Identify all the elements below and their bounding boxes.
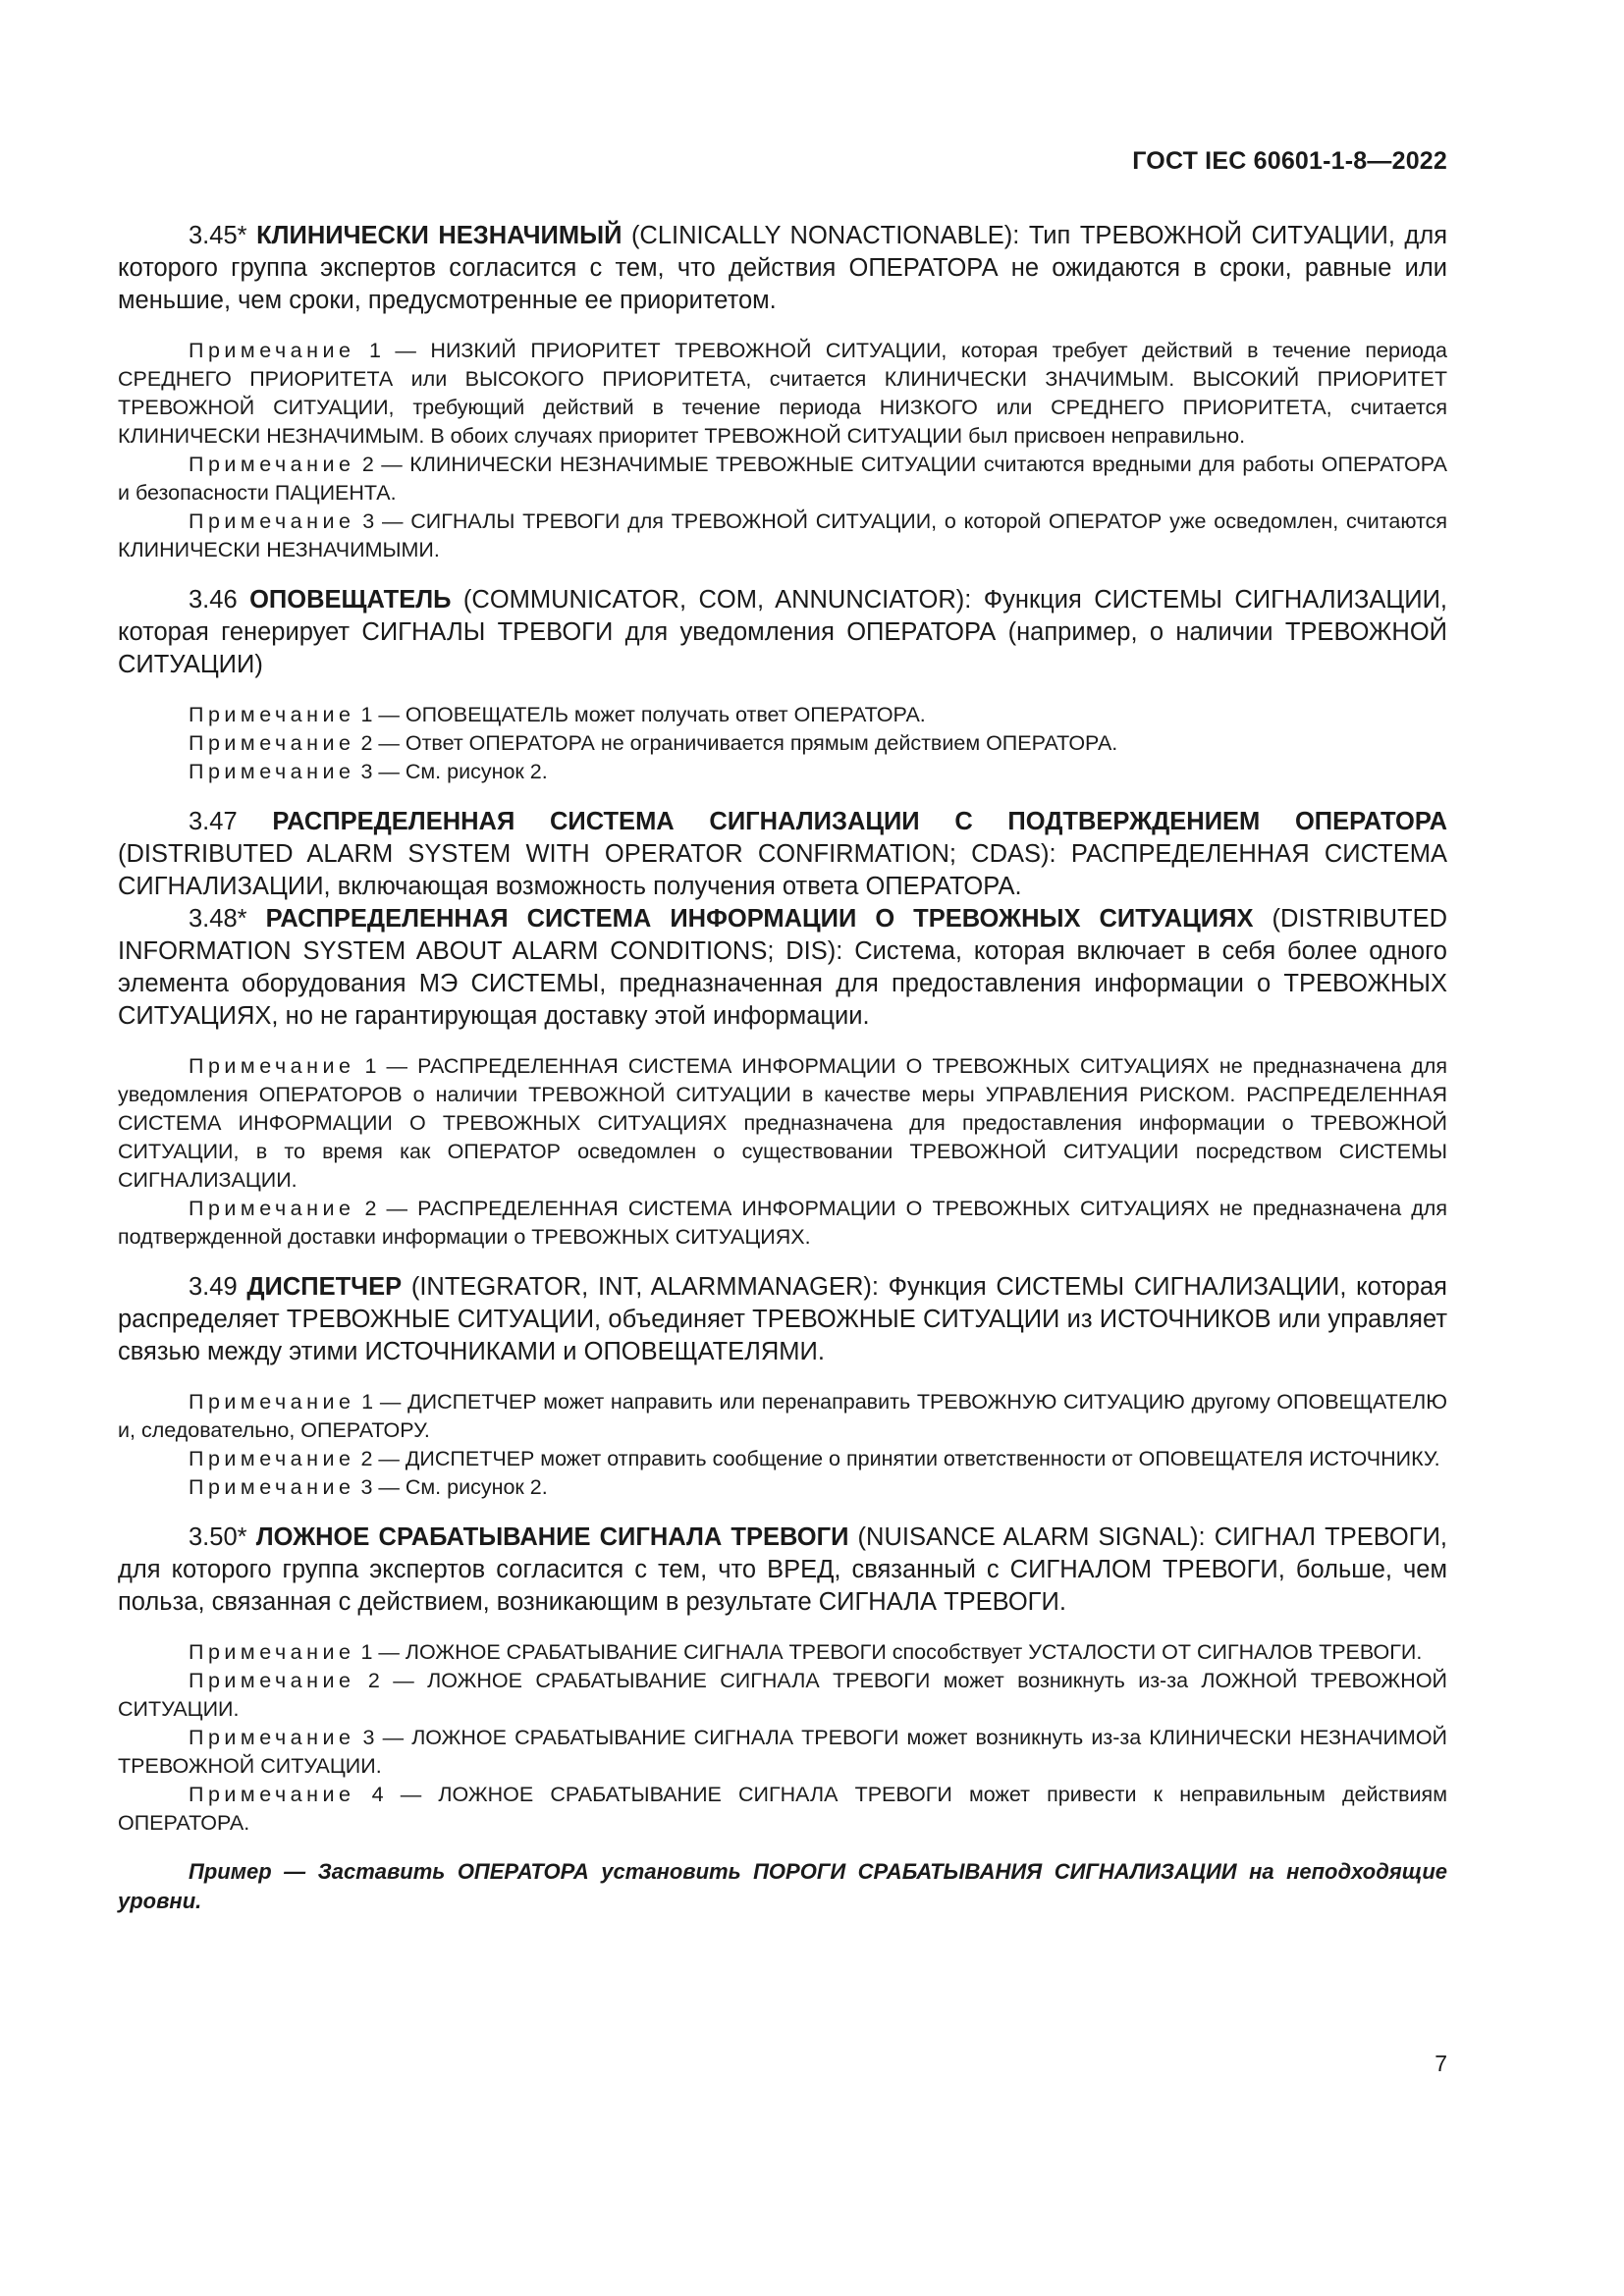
- note-text: См. рисунок 2.: [405, 1475, 548, 1499]
- note-text: ЛОЖНОЕ СРАБАТЫВАНИЕ СИГНАЛА ТРЕВОГИ способствует УСТАЛОСТИ ОТ СИГНАЛОВ ТРЕВОГИ.: [405, 1640, 1423, 1664]
- note-text: ЛОЖНОЕ СРАБАТЫВАНИЕ СИГНАЛА ТРЕВОГИ может возникнуть из-за ЛОЖНОЙ ТРЕВОЖНОЙ СИТУАЦИИ.: [118, 1669, 1447, 1721]
- page-number: 7: [1435, 2051, 1447, 2076]
- note-word: Примечание: [189, 760, 355, 783]
- note: [118, 758, 1447, 786]
- term-title: РАСПРЕДЕЛЕННАЯ СИСТЕМА СИГНАЛИЗАЦИИ С ПОДТВЕРЖДЕНИЕМ ОПЕРАТОРА: [272, 808, 1448, 835]
- note-text: См. рисунок 2.: [405, 760, 548, 783]
- note: [118, 1724, 1447, 1781]
- note-label: 1 —: [368, 339, 416, 362]
- note-word: Примечание: [189, 731, 355, 755]
- page-content: [118, 220, 1447, 1916]
- note-word: Примечание: [189, 1783, 355, 1806]
- term-number: 3.50*: [189, 1523, 247, 1551]
- note-word: Примечание: [189, 1640, 355, 1664]
- note-label: 2 —: [360, 731, 400, 755]
- note-label: 2 —: [360, 1447, 400, 1470]
- note-word: Примечание: [189, 1054, 355, 1078]
- note-text: НИЗКИЙ ПРИОРИТЕТ ТРЕВОЖНОЙ СИТУАЦИИ, которая требует действий в течение периода СРЕДНЕГО ПРИОРИТЕТА или ВЫСОКОГО ПРИОРИТЕТА, считается КЛИНИЧЕСКИ ЗНАЧИМЫМ. ВЫСОКИЙ ПРИОРИТЕТ ТРЕВОЖНОЙ СИТУАЦИИ, требующий действий в течение периода НИЗКОГО или СРЕДНЕГО ПРИОРИТЕТА, считается КЛИНИЧЕСКИ НЕЗНАЧИМЫМ. В обоих случаях приоритет ТРЕВОЖНОЙ СИТУАЦИИ был присвоен неправильно.: [118, 339, 1447, 448]
- term-title: РАСПРЕДЕЛЕННАЯ СИСТЕМА ИНФОРМАЦИИ О ТРЕВОЖНЫХ СИТУАЦИЯХ: [265, 905, 1254, 933]
- note-label: 1 —: [360, 703, 400, 726]
- note-word: Примечание: [189, 703, 355, 726]
- note: [118, 1638, 1447, 1667]
- note-word: Примечание: [189, 1669, 355, 1692]
- note-label: 3 —: [360, 1475, 400, 1499]
- term-entry-3-47: [118, 806, 1447, 903]
- note-label: 3 —: [362, 1726, 405, 1749]
- notes-3-46: [118, 701, 1447, 786]
- note-text: ЛОЖНОЕ СРАБАТЫВАНИЕ СИГНАЛА ТРЕВОГИ может возникнуть из-за КЛИНИЧЕСКИ НЕЗНАЧИМОЙ ТРЕВОЖНОЙ СИТУАЦИИ.: [118, 1726, 1448, 1778]
- note: [118, 701, 1447, 729]
- note-word: Примечание: [189, 1726, 355, 1749]
- term-title: ДИСПЕТЧЕР: [246, 1273, 403, 1301]
- note-text: КЛИНИЧЕСКИ НЕЗНАЧИМЫЕ ТРЕВОЖНЫЕ СИТУАЦИИ считаются вредными для работы ОПЕРАТОРА и безопасности ПАЦИЕНТА.: [118, 453, 1447, 505]
- note: [118, 507, 1447, 564]
- term-definition: (DISTRIBUTED ALARM SYSTEM WITH OPERATOR CONFIRMATION; CDAS): РАСПРЕДЕЛЕННАЯ СИСТЕМА СИГНАЛИЗАЦИИ, включающая возможность получения ответа ОПЕРАТОРА.: [118, 840, 1447, 900]
- note-label: 4 —: [371, 1783, 422, 1806]
- note: [118, 1195, 1447, 1252]
- term-definition: (NUISANCE ALARM SIGNAL): СИГНАЛ ТРЕВОГИ, для которого группа экспертов согласится с тем, что ВРЕД, связанный с СИГНАЛОМ ТРЕВОГИ, больше, чем польза, связанная с действием, возникающим в результате СИГНАЛА ТРЕВОГИ.: [118, 1523, 1447, 1616]
- note: [118, 1052, 1447, 1195]
- note-word: Примечание: [189, 1390, 355, 1414]
- term-title: КЛИНИЧЕСКИ НЕЗНАЧИМЫЙ: [256, 222, 623, 249]
- term-entry-3-50: [118, 1522, 1447, 1619]
- term-entry-3-45: [118, 220, 1447, 317]
- note: [118, 451, 1447, 507]
- note-word: Примечание: [189, 1475, 355, 1499]
- note: [118, 1388, 1447, 1445]
- note-text: РАСПРЕДЕЛЕННАЯ СИСТЕМА ИНФОРМАЦИИ О ТРЕВОЖНЫХ СИТУАЦИЯХ не предназначена для подтвержденной доставки информации о ТРЕВОЖНЫХ СИТУАЦИЯХ.: [118, 1197, 1447, 1249]
- note: [118, 1667, 1447, 1724]
- document-id-header: ГОСТ IEC 60601-1-8—2022: [1132, 147, 1447, 175]
- notes-3-45: [118, 337, 1447, 564]
- term-title: ЛОЖНОЕ СРАБАТЫВАНИЕ СИГНАЛА ТРЕВОГИ: [255, 1523, 849, 1551]
- note-text: Ответ ОПЕРАТОРА не ограничивается прямым действием ОПЕРАТОРА.: [405, 731, 1118, 755]
- note-label: 3 —: [362, 509, 404, 533]
- term-definition: (INTEGRATOR, INT, ALARMMANAGER): Функция СИСТЕМЫ СИГНАЛИЗАЦИИ, которая распределяет ТРЕВОЖНЫЕ СИТУАЦИИ, объединяет ТРЕВОЖНЫЕ СИТУАЦИИ из ИСТОЧНИКОВ или управляет связью между этими ИСТОЧНИКАМИ и ОПОВЕЩАТЕЛЯМИ.: [118, 1273, 1447, 1365]
- note-label: 2 —: [364, 1197, 408, 1220]
- term-entry-3-46: [118, 584, 1447, 681]
- note: [118, 729, 1447, 758]
- note-label: 1 —: [361, 1390, 402, 1414]
- note-label: 1 —: [364, 1054, 408, 1078]
- note-word: Примечание: [189, 339, 355, 362]
- term-definition: (COMMUNICATOR, COM, ANNUNCIATOR): Функция СИСТЕМЫ СИГНАЛИЗАЦИИ, которая генерирует СИГНАЛЫ ТРЕВОГИ для уведомления ОПЕРАТОРА (например, о наличии ТРЕВОЖНОЙ СИТУАЦИИ): [118, 586, 1447, 678]
- term-number: 3.48*: [189, 905, 247, 933]
- note-word: Примечание: [189, 453, 355, 476]
- notes-3-49: [118, 1388, 1447, 1502]
- term-entry-3-48: [118, 903, 1447, 1033]
- term-definition: (CLINICALLY NONACTIONABLE): Тип ТРЕВОЖНОЙ СИТУАЦИИ, для которого группа экспертов согласится с тем, что действия ОПЕРАТОРА не ожидаются в сроки, равные или меньшие, чем сроки, предусмотренные ее приоритетом.: [118, 222, 1448, 314]
- note-word: Примечание: [189, 509, 355, 533]
- note-label: 2 —: [361, 453, 403, 476]
- note: [118, 337, 1447, 451]
- note: [118, 1473, 1447, 1502]
- term-number: 3.49: [189, 1273, 238, 1301]
- term-number: 3.46: [189, 586, 238, 614]
- note-label: 2 —: [367, 1669, 414, 1692]
- term-entry-3-49: [118, 1271, 1447, 1368]
- document-page: [118, 0, 1447, 2296]
- notes-3-48: [118, 1052, 1447, 1252]
- note-text: РАСПРЕДЕЛЕННАЯ СИСТЕМА ИНФОРМАЦИИ О ТРЕВОЖНЫХ СИТУАЦИЯХ не предназначена для уведомления ОПЕРАТОРОВ о наличии ТРЕВОЖНОЙ СИТУАЦИИ в качестве меры УПРАВЛЕНИЯ РИСКОМ. РАСПРЕДЕЛЕННАЯ СИСТЕМА ИНФОРМАЦИИ О ТРЕВОЖНЫХ СИТУАЦИЯХ предназначена для предоставления информации о ТРЕВОЖНОЙ СИТУАЦИИ, в то время как ОПЕРАТОР осведомлен о существовании ТРЕВОЖНОЙ СИТУАЦИИ посредством СИСТЕМЫ СИГНАЛИЗАЦИИ.: [118, 1054, 1447, 1192]
- note-word: Примечание: [189, 1447, 355, 1470]
- note-text: СИГНАЛЫ ТРЕВОГИ для ТРЕВОЖНОЙ СИТУАЦИИ, о которой ОПЕРАТОР уже осведомлен, считаются КЛИНИЧЕСКИ НЕЗНАЧИМЫМИ.: [118, 509, 1447, 561]
- note: [118, 1781, 1447, 1838]
- note-label: 1 —: [360, 1640, 400, 1664]
- note-text: ДИСПЕТЧЕР может отправить сообщение о принятии ответственности от ОПОВЕЩАТЕЛЯ ИСТОЧНИКУ.: [405, 1447, 1440, 1470]
- note-text: ОПОВЕЩАТЕЛЬ может получать ответ ОПЕРАТОРА.: [405, 703, 926, 726]
- note-text: ДИСПЕТЧЕР может направить или перенаправить ТРЕВОЖНУЮ СИТУАЦИЮ другому ОПОВЕЩАТЕЛЮ и, следовательно, ОПЕРАТОРУ.: [118, 1390, 1447, 1442]
- note-word: Примечание: [189, 1197, 355, 1220]
- term-title: ОПОВЕЩАТЕЛЬ: [249, 586, 452, 614]
- example-text: Пример — Заставить ОПЕРАТОРА установить ПОРОГИ СРАБАТЫВАНИЯ СИГНАЛИЗАЦИИ на неподходящие уровни.: [118, 1859, 1447, 1913]
- term-number: 3.47: [189, 808, 238, 835]
- note: [118, 1445, 1447, 1473]
- term-definition: (DISTRIBUTED INFORMATION SYSTEM ABOUT ALARM CONDITIONS; DIS): Система, которая включает в себя более одного элемента оборудования МЭ СИСТЕМЫ, предназначенная для предоставления информации о ТРЕВОЖНЫХ СИТУАЦИЯХ, но не гарантирующая доставку этой информации.: [118, 905, 1448, 1030]
- note-label: 3 —: [360, 760, 400, 783]
- note-text: ЛОЖНОЕ СРАБАТЫВАНИЕ СИГНАЛА ТРЕВОГИ может привести к неправильным действиям ОПЕРАТОРА.: [118, 1783, 1447, 1835]
- notes-3-50: [118, 1638, 1447, 1838]
- term-number: 3.45*: [189, 222, 247, 249]
